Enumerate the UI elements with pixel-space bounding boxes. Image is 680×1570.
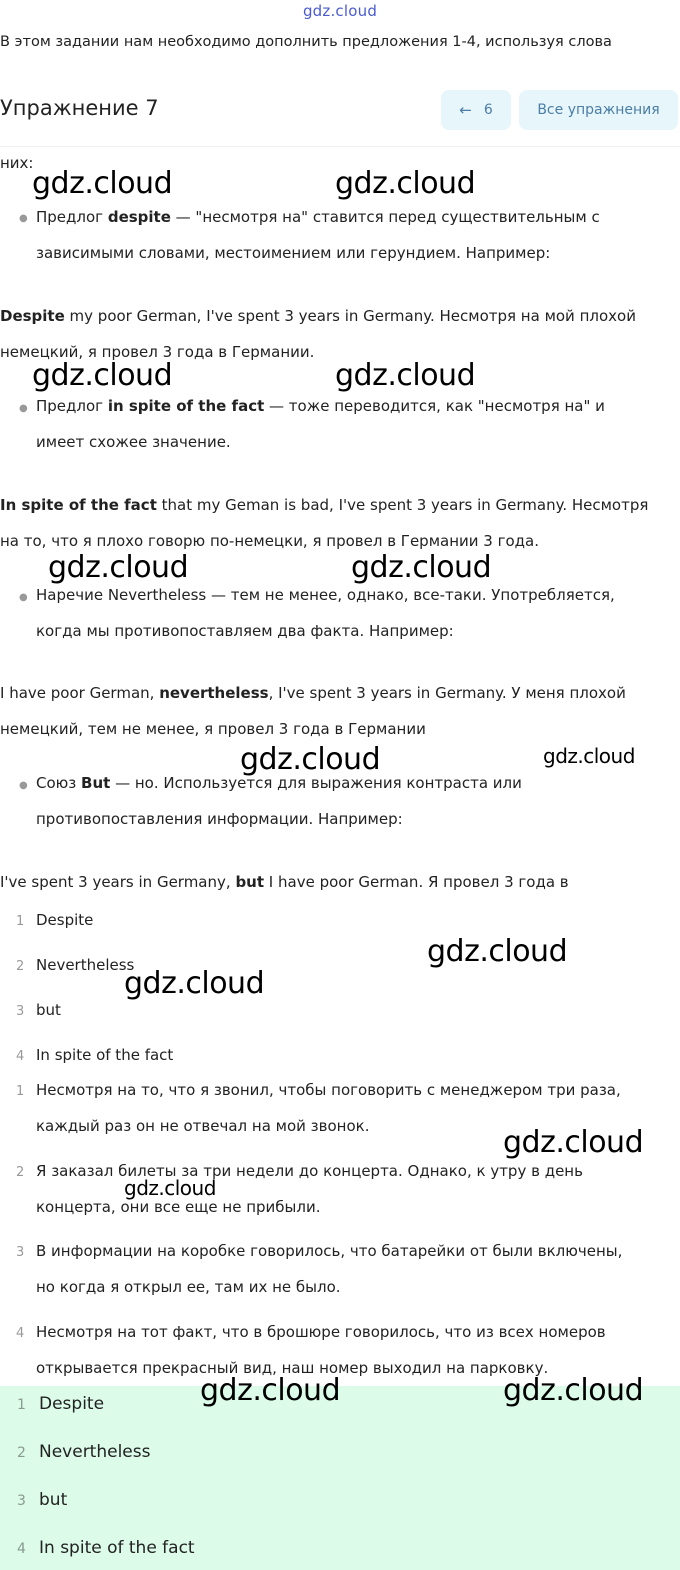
example-but: I've spent 3 years in Germany, but I have poor German. Я провел 3 года в (0, 873, 569, 891)
watermark: gdz.cloud (503, 1125, 644, 1160)
list-number: 1 (16, 914, 25, 929)
bullet-dot: ● (19, 780, 28, 791)
list-number: 3 (16, 1004, 25, 1019)
list-item: Nevertheless (36, 956, 135, 974)
example-nevertheless-line2: немецкий, тем не менее, я провел 3 года в Германии (0, 720, 426, 738)
watermark: gdz.cloud (124, 966, 265, 1001)
list-number: 1 (16, 1084, 25, 1099)
watermark: gdz.cloud (335, 166, 476, 201)
answer-number: 3 (17, 1493, 26, 1509)
answer-item: In spite of the fact (39, 1538, 195, 1558)
list-number: 2 (16, 1165, 25, 1180)
example-in-spite: In spite of the fact that my Geman is bad, I've spent 3 years in Germany. Несмотря (0, 496, 649, 514)
bullet-dot: ● (19, 592, 28, 603)
list-number: 2 (16, 959, 25, 974)
watermark: gdz.cloud (32, 166, 173, 201)
watermark: gdz.cloud (351, 550, 492, 585)
bullet-in-spite: Предлог in spite of the fact — тоже переводится, как "несмотря на" и (36, 397, 605, 415)
example-despite: Despite my poor German, I've spent 3 years in Germany. Несмотря на мой плохой (0, 307, 636, 325)
bullet-dot: ● (19, 213, 28, 224)
watermark: gdz.cloud (427, 934, 568, 969)
bullet-dot: ● (19, 403, 28, 414)
bullet-in-spite-line2: имеет схожее значение. (36, 433, 231, 451)
translation-item-line2: каждый раз он не отвечал на мой звонок. (36, 1117, 370, 1135)
list-number: 3 (16, 1245, 25, 1260)
cut-line: них: (0, 154, 34, 172)
list-item: In spite of the fact (36, 1046, 174, 1064)
answer-item: but (39, 1490, 68, 1510)
list-number: 4 (16, 1049, 25, 1064)
answer-number: 4 (17, 1541, 26, 1557)
prev-exercise-button[interactable] (441, 90, 511, 130)
exercise-header (0, 90, 680, 130)
watermark: gdz.cloud (503, 1373, 644, 1408)
page-title: Упражнение 7 (0, 96, 159, 120)
translation-item: Несмотря на тот факт, что в брошюре говорилось, что из всех номеров (36, 1323, 606, 1341)
translation-item-line2: но когда я открыл ее, там их не было. (36, 1278, 341, 1296)
answer-number: 2 (17, 1445, 26, 1461)
list-item: but (36, 1001, 61, 1019)
example-despite-line2: немецкий, я провел 3 года в Германии. (0, 343, 315, 361)
answer-block (0, 1386, 680, 1570)
list-number: 4 (16, 1326, 25, 1341)
answer-number: 1 (17, 1397, 26, 1413)
watermark: gdz.cloud (200, 1373, 341, 1408)
translation-item-line2: концерта, они все еще не прибыли. (36, 1198, 321, 1216)
watermark: gdz.cloud (124, 1176, 216, 1200)
watermark: gdz.cloud (240, 742, 381, 777)
translation-item: В информации на коробке говорилось, что батарейки от были включены, (36, 1242, 623, 1260)
watermark: gdz.cloud (335, 358, 476, 393)
site-watermark-top: gdz.cloud (302, 2, 378, 20)
example-in-spite-line2: на то, что я плохо говорю по-немецки, я провел в Германии 3 года. (0, 532, 539, 550)
answer-item: Despite (39, 1394, 105, 1414)
watermark: gdz.cloud (32, 358, 173, 393)
intro-text: В этом задании нам необходимо дополнить предложения 1-4, используя слова (0, 34, 612, 50)
bullet-but: Союз But — но. Используется для выражения контраста или (36, 774, 522, 792)
bullet-despite: Предлог despite — "несмотря на" ставится перед существительным с (36, 208, 600, 226)
example-nevertheless: I have poor German, nevertheless, I've spent 3 years in Germany. У меня плохой (0, 684, 626, 702)
prev-exercise-label: 6 (483, 102, 493, 118)
translation-item: Несмотря на то, что я звонил, чтобы поговорить с менеджером три раза, (36, 1081, 621, 1099)
watermark: gdz.cloud (48, 550, 189, 585)
all-exercises-button[interactable]: Все упражнения (519, 90, 678, 130)
translation-item: Я заказал билеты за три недели до концерта. Однако, к утру в день (36, 1162, 583, 1180)
bullet-nevertheless: Наречие Nevertheless — тем не менее, однако, все-таки. Употребляется, (36, 586, 615, 604)
watermark: gdz.cloud (543, 744, 635, 768)
divider (0, 146, 680, 147)
bullet-nevertheless-line2: когда мы противопоставляем два факта. Например: (36, 622, 454, 640)
translation-item-line2: открывается прекрасный вид, наш номер выходил на парковку. (36, 1359, 549, 1377)
arrow-left-icon: ← (459, 101, 472, 119)
bullet-despite-line2: зависимыми словами, местоимением или герундием. Например: (36, 244, 551, 262)
answer-item: Nevertheless (39, 1442, 151, 1462)
list-item: Despite (36, 911, 94, 929)
bullet-but-line2: противопоставления информации. Например: (36, 810, 403, 828)
